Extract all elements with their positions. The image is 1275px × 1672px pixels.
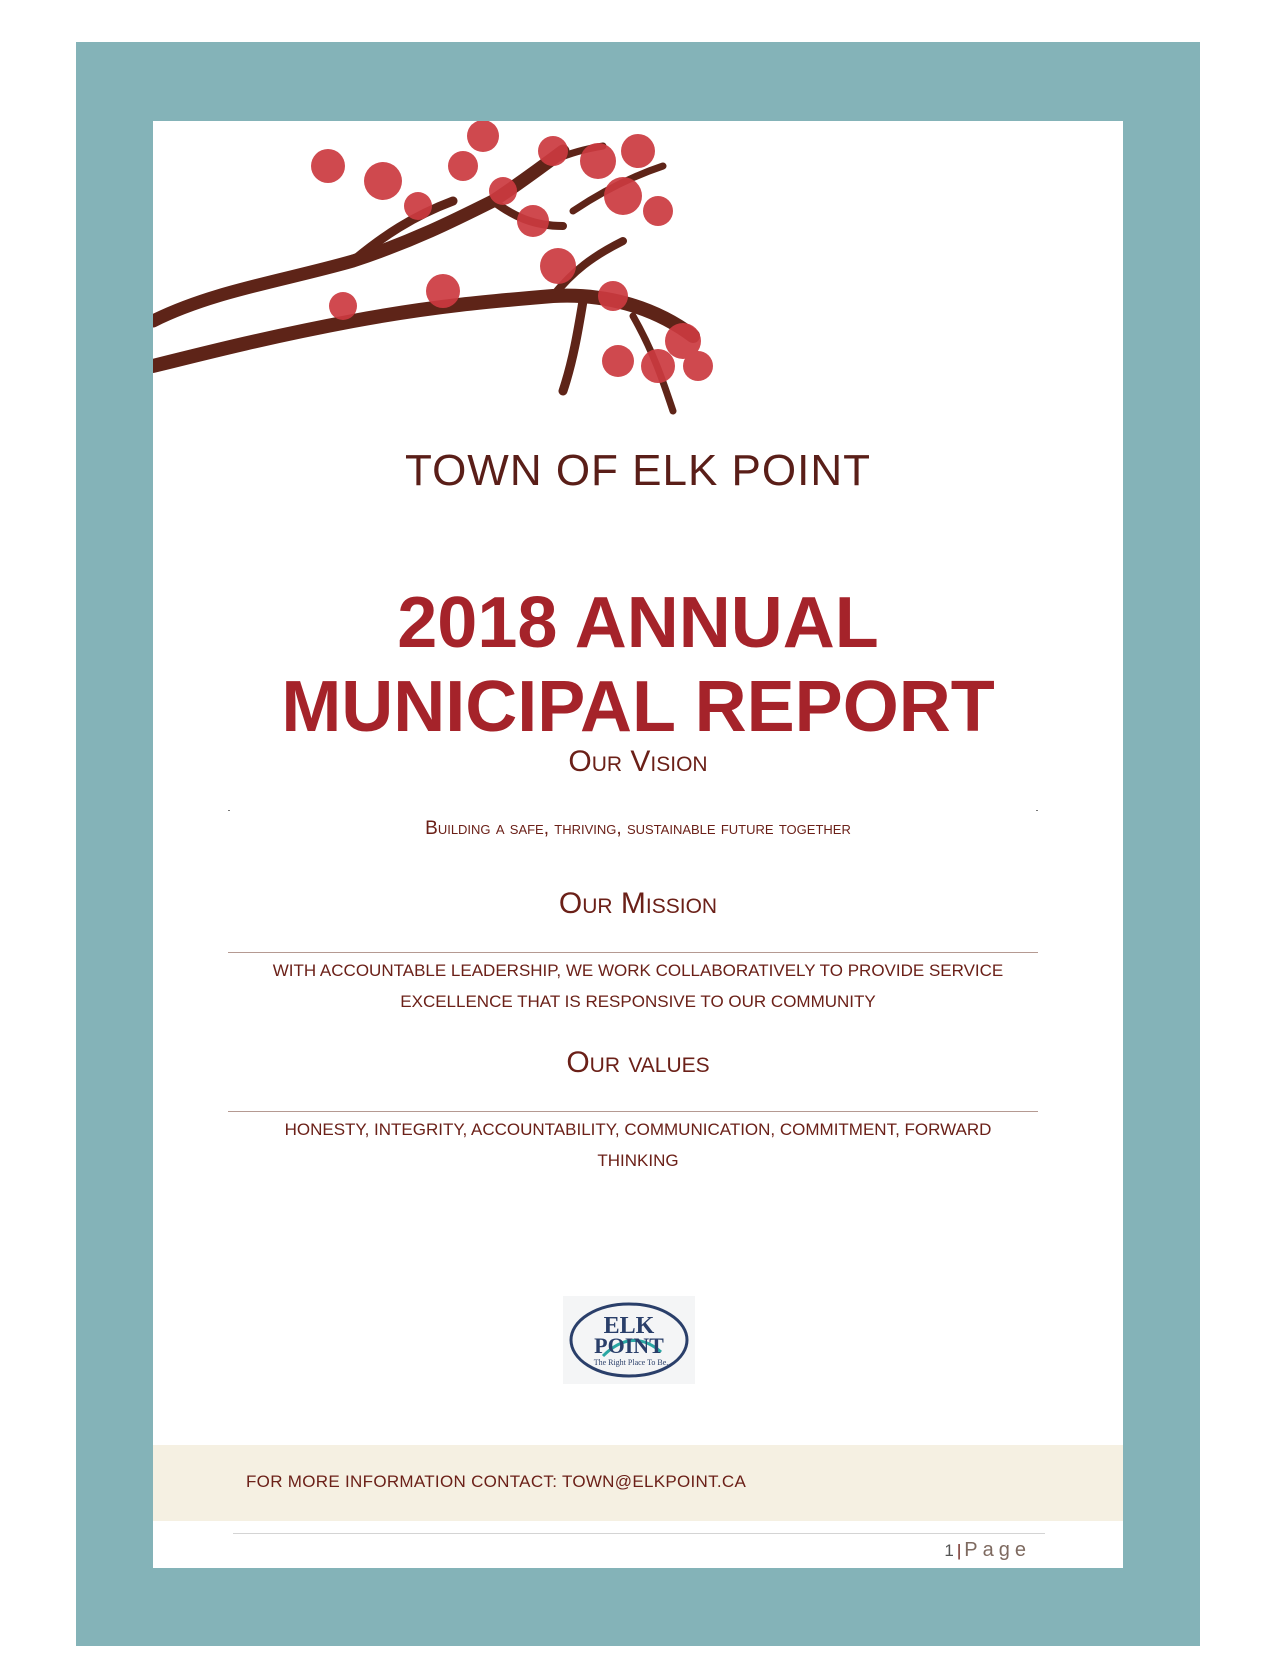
values-text (213, 1114, 1063, 1176)
values-text-line-1: HONESTY, INTEGRITY, ACCOUNTABILITY, COMMUNICATION, COMMITMENT, FORWARD (284, 1120, 992, 1139)
page-number-separator: | (956, 1541, 962, 1560)
mission-divider (228, 952, 1038, 953)
report-title-line-1: 2018 ANNUAL (397, 583, 879, 663)
vision-heading: Our Vision (568, 745, 708, 778)
town-name: TOWN OF ELK POINT (404, 446, 871, 495)
values-heading: Our values (566, 1046, 710, 1079)
page-number (944, 1539, 1031, 1562)
report-title-line-2: MUNICIPAL REPORT (281, 667, 995, 747)
mission-text-line-2: EXCELLENCE THAT IS RESPONSIVE TO OUR COMMUNITY (400, 992, 876, 1011)
mission-text (213, 955, 1063, 1017)
mission-heading: Our Mission (558, 887, 718, 920)
logo-line-1: ELK (603, 1313, 655, 1339)
vision-divider (228, 810, 1038, 811)
footer-contact-bar (153, 1445, 1123, 1521)
footer-contact-text: FOR MORE INFORMATION CONTACT: TOWN@ELKPOINT.CA (246, 1472, 747, 1491)
vision-text: Building a safe, thriving, sustainable future together (425, 818, 851, 839)
values-divider (228, 1111, 1038, 1112)
mission-text-line-1: WITH ACCOUNTABLE LEADERSHIP, WE WORK COLLABORATIVELY TO PROVIDE SERVICE (272, 961, 1004, 980)
cover-page (153, 121, 1123, 1568)
report-title (153, 581, 1123, 749)
logo-tagline: The Right Place To Be. (593, 1358, 669, 1367)
elk-point-logo (563, 1296, 695, 1384)
page-number-value: 1 (944, 1541, 954, 1560)
values-text-line-2: THINKING (597, 1151, 679, 1170)
logo-line-2: POINT (594, 1333, 664, 1358)
blossom-branch-illustration (153, 121, 753, 451)
page-label: Page (964, 1539, 1031, 1561)
footer-divider (233, 1533, 1045, 1534)
